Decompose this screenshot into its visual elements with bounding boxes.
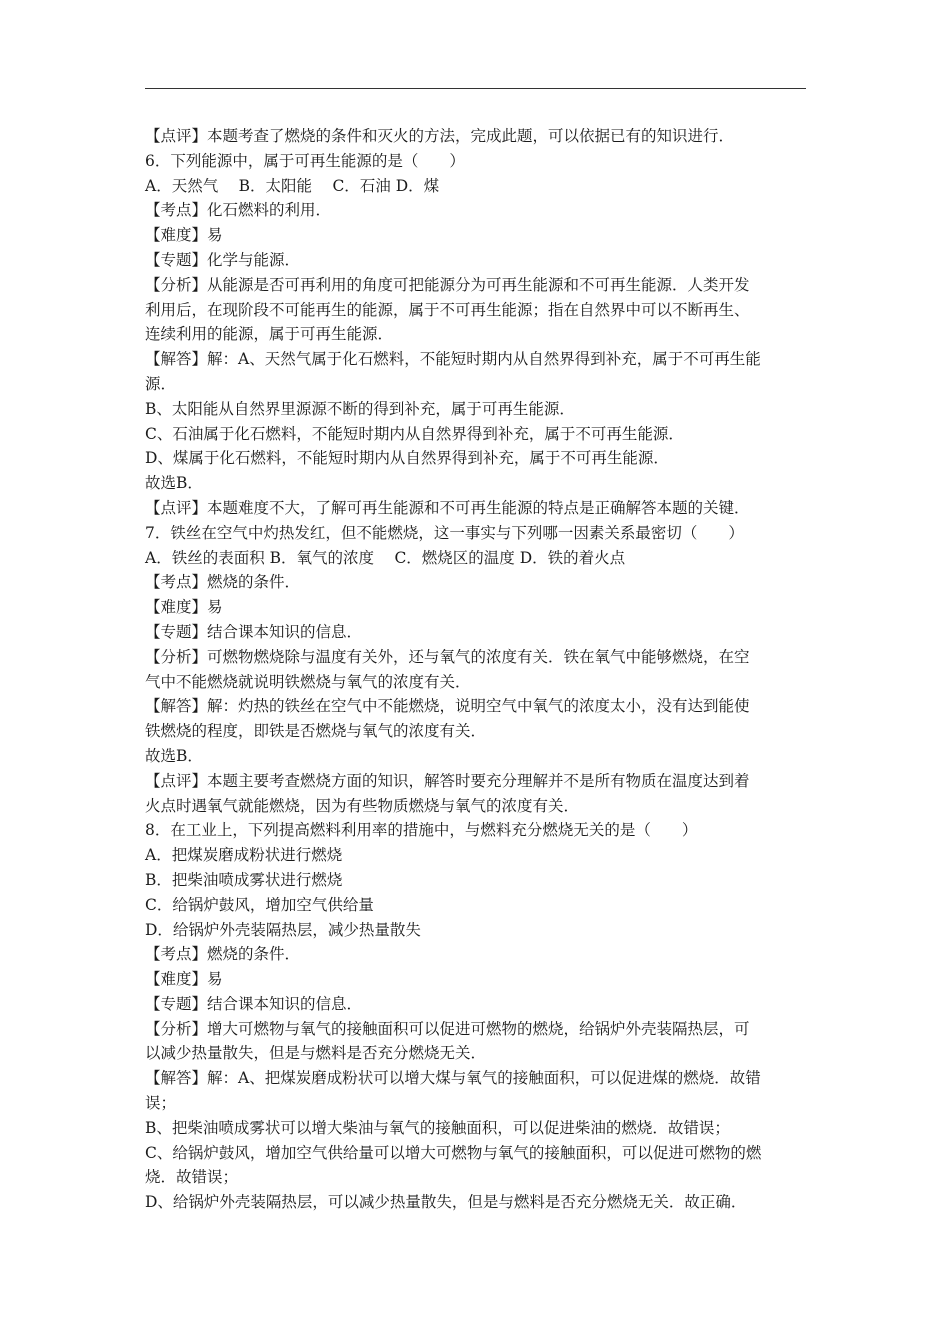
text-line: 铁燃烧的程度，即铁是否燃烧与氧气的浓度有关． <box>145 722 487 741</box>
text-line: C、给锅炉鼓风，增加空气供给量可以增大可燃物与氧气的接触面积，可以促进可燃物的燃 <box>145 1143 762 1162</box>
text-line: 气中不能燃烧就说明铁燃烧与氧气的浓度有关． <box>145 672 471 691</box>
text-line: B、太阳能从自然界里源源不断的得到补充，属于可再生能源． <box>145 399 575 418</box>
text-line: 以减少热量散失，但是与燃料是否充分燃烧无关． <box>145 1044 487 1063</box>
text-line: 误； <box>145 1094 177 1113</box>
text-line: B、把柴油喷成雾状可以增大柴油与氧气的接触面积，可以促进柴油的燃烧．故错误； <box>145 1118 730 1137</box>
question-8-option-b: B．把柴油喷成雾状进行燃烧 <box>145 870 343 889</box>
question-8-stem: 8．在工业上，下列提高燃料利用率的措施中，与燃料充分燃烧无关的是（ ） <box>145 821 698 840</box>
text-line: 【难度】易 <box>145 226 223 245</box>
text-line: 连续利用的能源，属于可再生能源． <box>145 325 394 344</box>
question-8-option-c: C．给锅炉鼓风，增加空气供给量 <box>145 895 374 914</box>
text-line: 火点时遇氧气就能燃烧，因为有些物质燃烧与氧气的浓度有关． <box>145 796 580 815</box>
text-line: 【解答】解：A、天然气属于化石燃料，不能短时期内从自然界得到补充，属于不可再生能 <box>145 350 761 369</box>
text-line: D、煤属于化石燃料，不能短时期内从自然界得到补充，属于不可再生能源． <box>145 449 669 468</box>
text-line: C、石油属于化石燃料，不能短时期内从自然界得到补充，属于不可再生能源． <box>145 424 684 443</box>
question-6-options: A．天然气 B．太阳能 C．石油 D．煤 <box>145 176 440 195</box>
text-line: 源． <box>145 374 177 393</box>
header-rule <box>145 88 806 89</box>
document-body <box>145 124 811 1215</box>
question-8-option-d: D．给锅炉外壳装隔热层，减少热量散失 <box>145 920 421 939</box>
text-line: 【考点】燃烧的条件． <box>145 945 301 964</box>
question-7-stem: 7．铁丝在空气中灼热发红，但不能燃烧，这一事实与下列哪一因素关系最密切（ ） <box>145 523 744 542</box>
text-line: 【分析】从能源是否可再利用的角度可把能源分为可再生能源和不可再生能源．人类开发 <box>145 275 750 294</box>
text-line: 【分析】可燃物燃烧除与温度有关外，还与氧气的浓度有关．铁在氧气中能够燃烧，在空 <box>145 647 750 666</box>
text-line: 【考点】燃烧的条件． <box>145 573 301 592</box>
text-line: D、给锅炉外壳装隔热层，可以减少热量散失，但是与燃料是否充分燃烧无关．故正确． <box>145 1193 747 1212</box>
text-line: 【点评】本题考查了燃烧的条件和灭火的方法，完成此题，可以依据已有的知识进行． <box>145 127 735 145</box>
question-6-stem: 6．下列能源中，属于可再生能源的是（ ） <box>145 151 465 170</box>
text-line: 【难度】易 <box>145 970 223 989</box>
text-line: 烧．故错误； <box>145 1168 239 1187</box>
text-line: 【难度】易 <box>145 598 223 617</box>
text-line: 【解答】解：灼热的铁丝在空气中不能燃烧，说明空气中氧气的浓度太小，没有达到能使 <box>145 697 750 716</box>
text-line: 【专题】化学与能源． <box>145 250 301 269</box>
text-line: 【点评】本题难度不大，了解可再生能源和不可再生能源的特点是正确解答本题的关键． <box>145 498 750 517</box>
text-line: 【专题】结合课本知识的信息． <box>145 622 363 641</box>
text-line: 利用后，在现阶段不可能再生的能源，属于不可再生能源；指在自然界中可以不断再生、 <box>145 300 750 319</box>
text-line: 【解答】解：A、把煤炭磨成粉状可以增大煤与氧气的接触面积，可以促进煤的燃烧．故错 <box>145 1069 761 1088</box>
text-line: 【点评】本题主要考查燃烧方面的知识，解答时要充分理解并不是所有物质在温度达到着 <box>145 771 750 790</box>
text-line: 【分析】增大可燃物与氧气的接触面积可以促进可燃物的燃烧，给锅炉外壳装隔热层，可 <box>145 1019 750 1038</box>
question-7-options: A．铁丝的表面积 B．氧气的浓度 C．燃烧区的温度 D．铁的着火点 <box>145 548 626 567</box>
question-8-option-a: A．把煤炭磨成粉状进行燃烧 <box>145 846 343 865</box>
text-line: 故选B． <box>145 746 203 765</box>
text-line: 故选B． <box>145 474 203 493</box>
text-line: 【专题】结合课本知识的信息． <box>145 994 363 1013</box>
text-line: 【考点】化石燃料的利用． <box>145 201 332 220</box>
